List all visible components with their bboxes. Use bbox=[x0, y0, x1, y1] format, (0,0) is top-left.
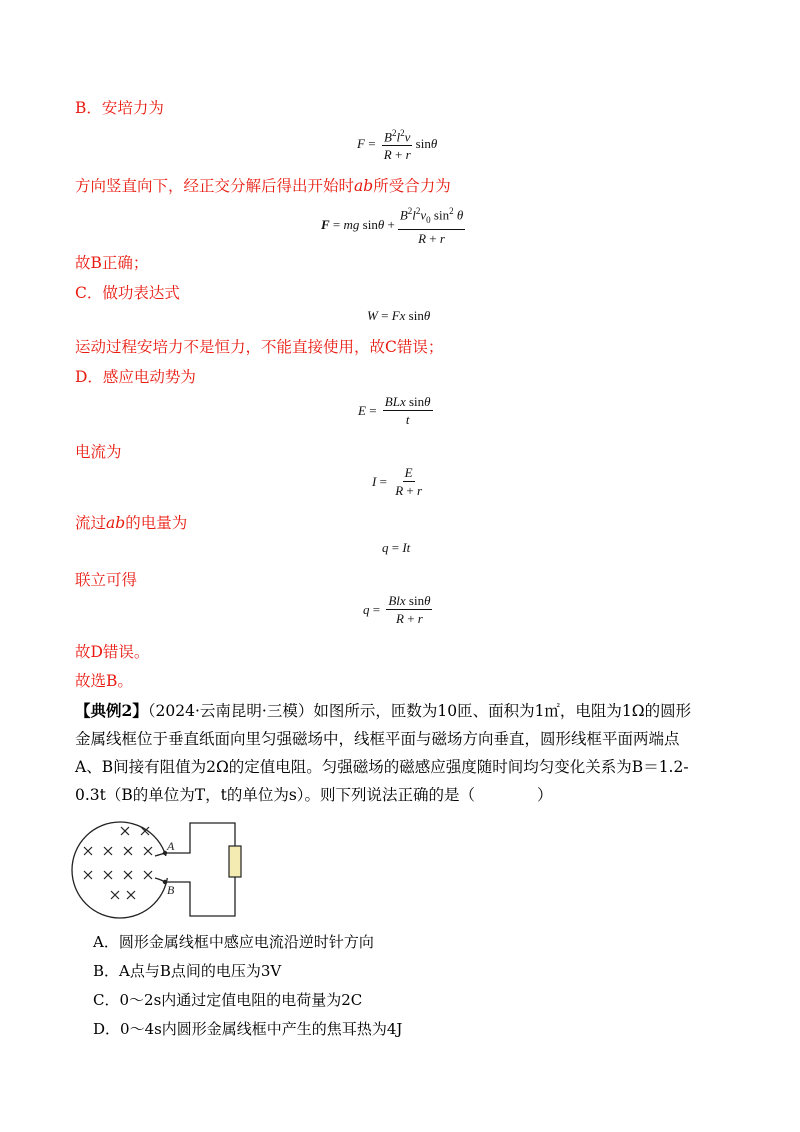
option-b[interactable]: B．A点与B点间的电压为3V bbox=[93, 962, 282, 980]
wire-bottom bbox=[165, 877, 235, 916]
resistor bbox=[229, 846, 241, 877]
option-c[interactable]: C．0～2s内通过定值电阻的电荷量为2C bbox=[93, 991, 363, 1009]
example-line-2: 金属线框位于垂直纸面向里匀强磁场中，线框平面与磁场方向垂直，圆形线框平面两端点 bbox=[75, 730, 680, 748]
option-d-conclusion: 故D错误。 bbox=[75, 643, 150, 661]
example-line-1: 【典例2】（2024·云南昆明·三模）如图所示，匝数为10匝、面积为1㎡，电阻为1Ω的圆形 bbox=[75, 701, 692, 720]
direction-text: 方向竖直向下，经正交分解后得出开始时ab所受合力为 bbox=[75, 177, 451, 195]
option-b-heading: B．安培力为 bbox=[75, 99, 164, 117]
current-label: 电流为 bbox=[75, 443, 122, 461]
equation-ampere-force: F = $\frac{B^2l^2v}{R + r}$ sin θ bbox=[357, 128, 438, 163]
option-c-heading: C．做功表达式 bbox=[75, 284, 180, 302]
equation-charge: q = It bbox=[382, 540, 411, 555]
charge-label: 流过ab的电量为 bbox=[75, 514, 188, 532]
magnetic-field-crosses bbox=[84, 827, 152, 899]
label-a: A bbox=[167, 839, 175, 853]
circuit-figure bbox=[70, 820, 250, 920]
equation-emf: E = $\frac{\text{BLx sinθ}}{t}$ bbox=[358, 394, 431, 427]
final-answer: 故选B。 bbox=[75, 672, 133, 690]
example-problem bbox=[75, 697, 735, 809]
example-line-4: 0.3t（B的单位为T，t的单位为s）。则下列说法正确的是（ ） bbox=[75, 786, 553, 804]
option-c-text: 运动过程安培力不是恒力，不能直接使用，故C错误； bbox=[75, 338, 444, 356]
option-d-heading: D．感应电动势为 bbox=[75, 368, 196, 386]
wire-top bbox=[165, 823, 235, 853]
equation-current: I = $\frac{E}{R + r}$ bbox=[372, 465, 423, 498]
combine-label: 联立可得 bbox=[75, 571, 138, 589]
circular-loop bbox=[72, 822, 168, 918]
equation-net-force: F = mg sin θ + $\frac{B^2l^2v_0 \sin^2 \theta}{R + r}$ bbox=[321, 206, 464, 246]
equation-charge-final: q = $\frac{\text{Blx sinθ}}{R + r}$ bbox=[363, 593, 431, 626]
option-a[interactable]: A．圆形金属线框中感应电流沿逆时针方向 bbox=[93, 933, 374, 951]
label-b: B bbox=[167, 883, 175, 897]
example-line-3: A、B间接有阻值为2Ω的定值电阻。匀强磁场的磁感应强度随时间均匀变化关系为B＝1.2- bbox=[75, 758, 689, 776]
option-d[interactable]: D．0～4s内圆形金属线框中产生的焦耳热为4J bbox=[93, 1020, 403, 1038]
example-tag: 【典例2】 bbox=[75, 701, 148, 720]
equation-work: W = Fx sin θ bbox=[367, 308, 431, 323]
option-b-conclusion: 故B正确； bbox=[75, 254, 149, 272]
